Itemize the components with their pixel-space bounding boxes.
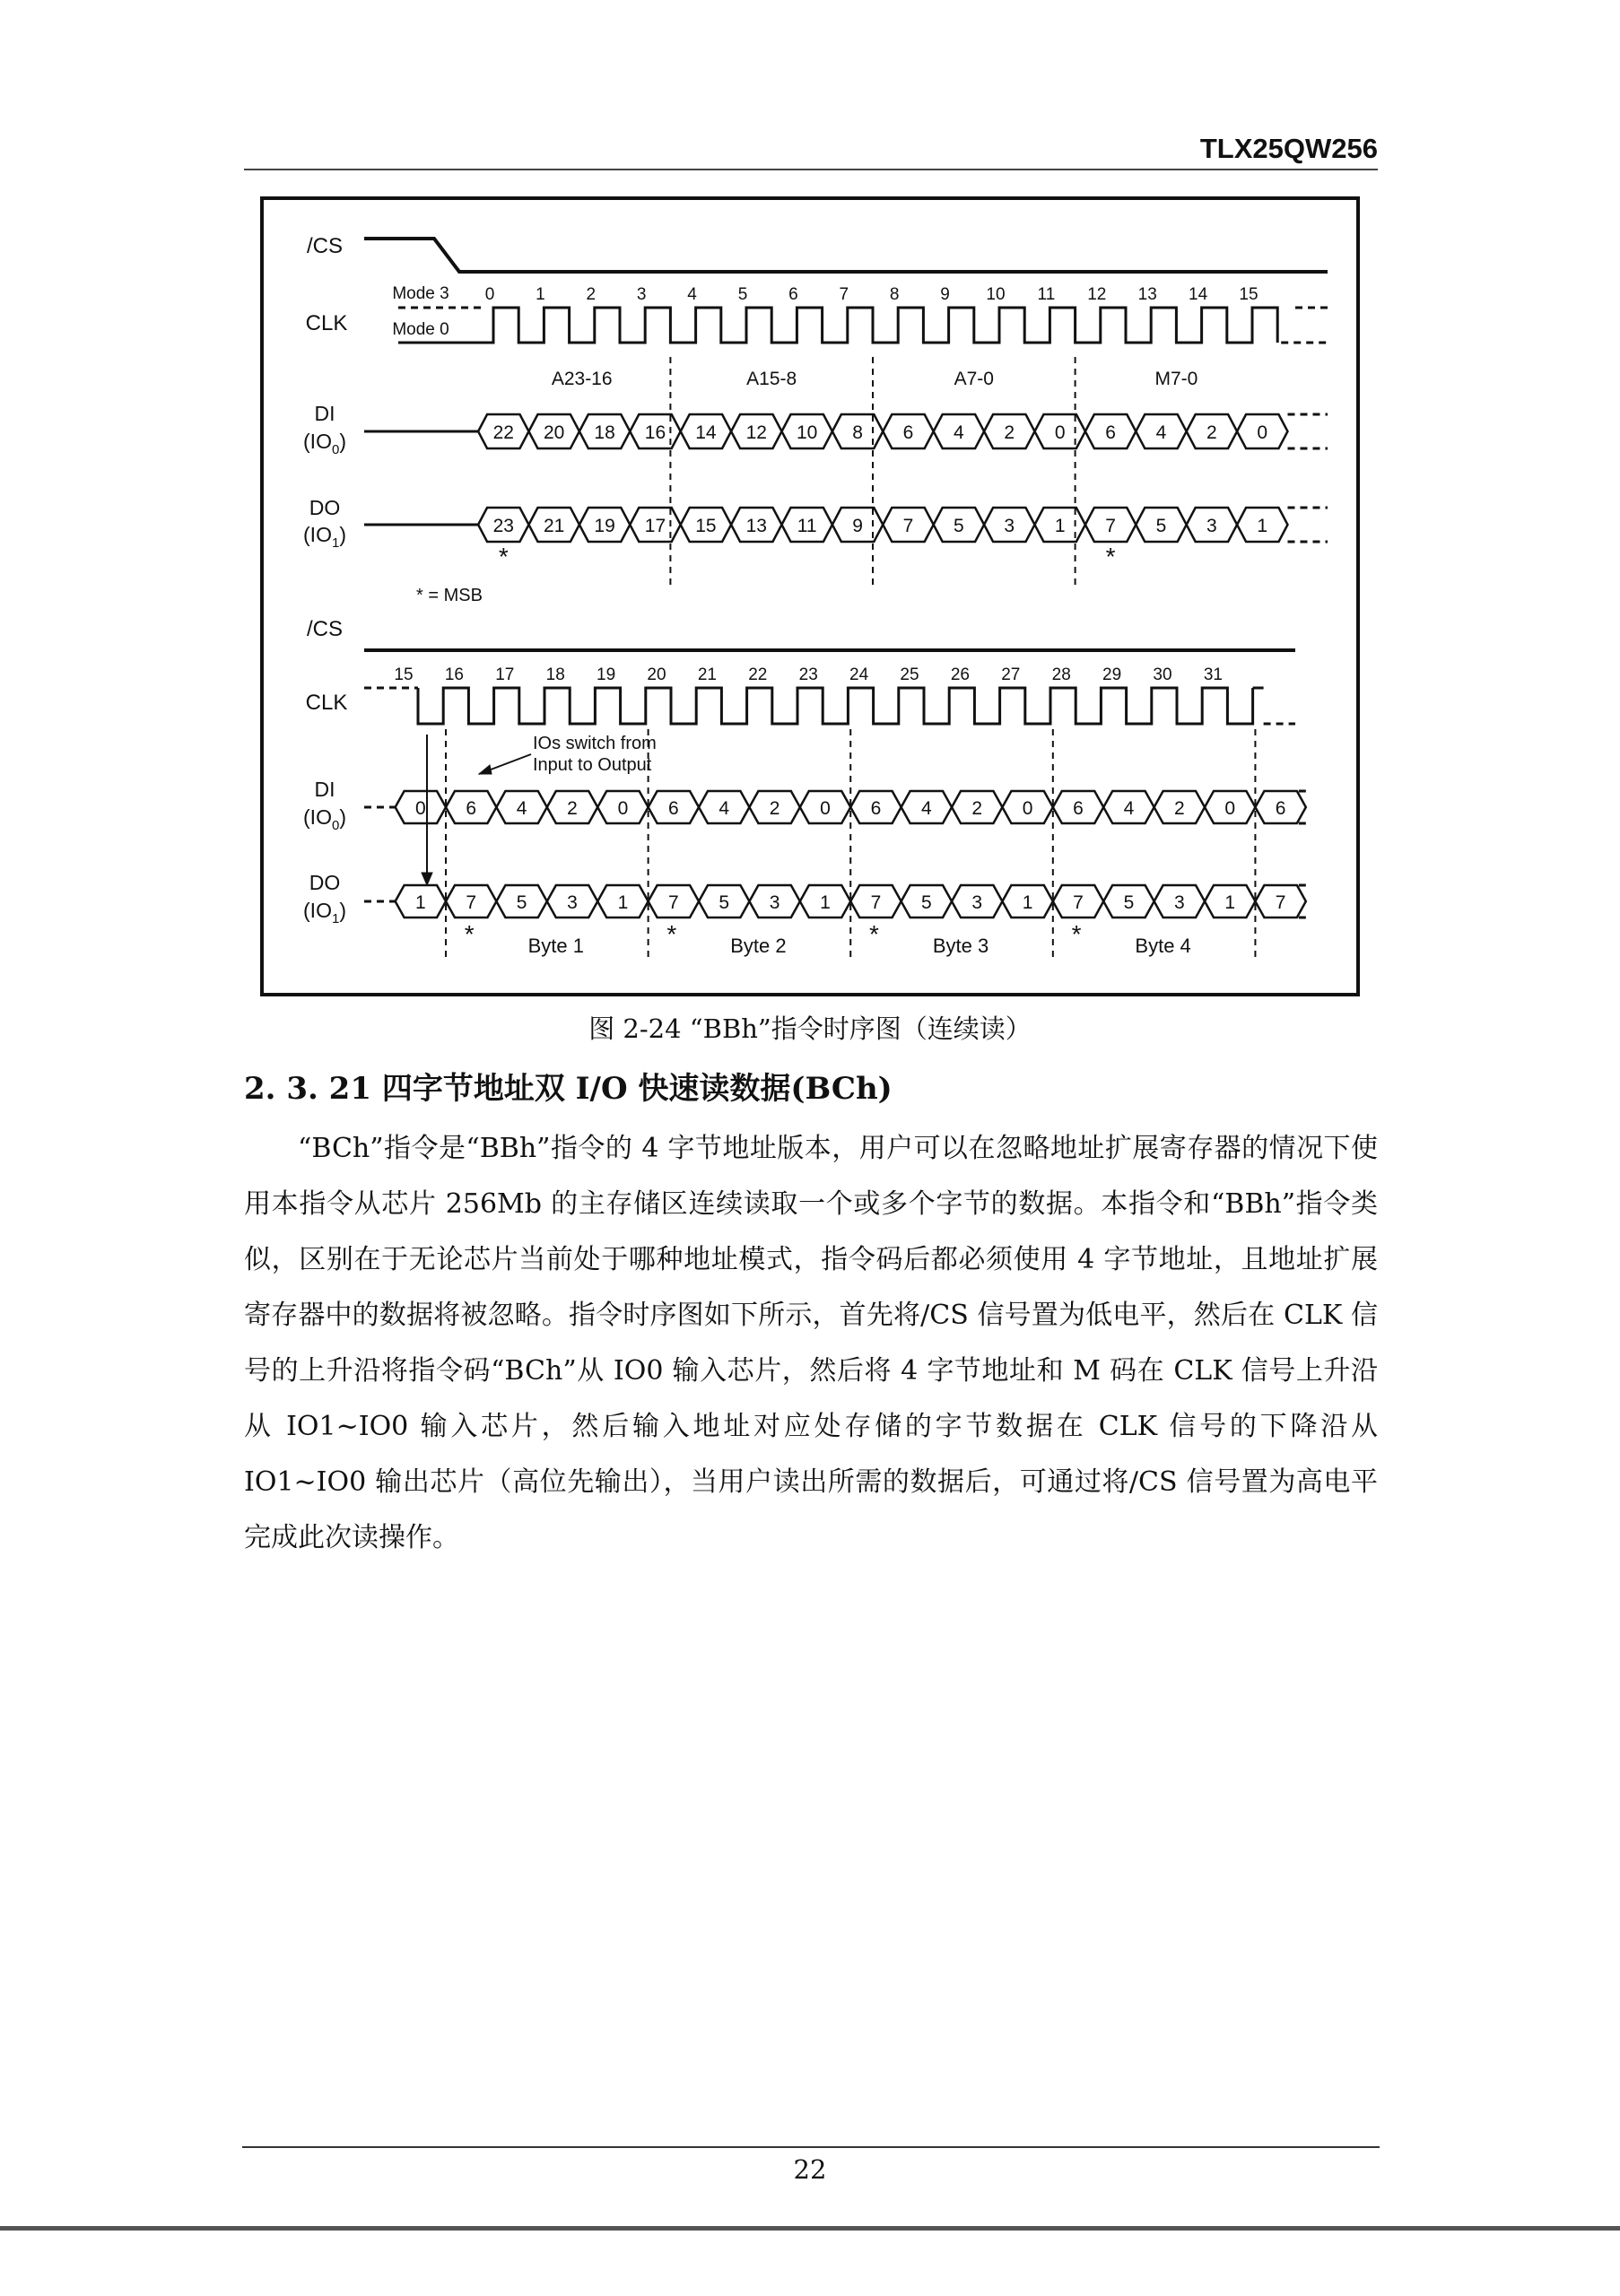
bottom-di-bit-value: 4	[516, 798, 527, 819]
top-msb-star-1: *	[498, 543, 509, 570]
top-clk-number: 15	[1239, 285, 1259, 304]
bottom-cs-label: /CS	[306, 617, 344, 641]
bottom-clk-number: 20	[647, 665, 666, 684]
top-do-bit-value: 1	[1257, 516, 1268, 536]
top-do-bit-value: 5	[1155, 516, 1167, 536]
bottom-do-bit-value: 1	[617, 892, 629, 913]
section-heading: 2. 3. 21 四字节地址双 I/O 快速读数据(BCh)	[244, 1071, 893, 1107]
top-di-bit-value: 2	[1206, 422, 1217, 443]
page-number: 22	[793, 2154, 827, 2185]
bottom-do-bit-value: 7	[870, 892, 882, 913]
bottom-clk-number: 15	[394, 665, 414, 684]
top-clk-number: 7	[839, 285, 849, 304]
top-cs-waveform	[364, 239, 1328, 272]
top-di-bit-value: 12	[745, 422, 767, 443]
top-clk-number: 11	[1037, 285, 1056, 304]
top-di-bit-value: 2	[1004, 422, 1015, 443]
top-do-bit-value: 13	[745, 516, 767, 536]
byte-label: Byte 2	[730, 935, 787, 957]
bottom-di-sub: $(IO_0)$	[303, 805, 346, 833]
top-clk-number: 6	[788, 285, 798, 304]
top-do-bit-value: 3	[1004, 516, 1015, 536]
top-group-label: A23-16	[551, 369, 613, 389]
bottom-clk-number: 26	[950, 665, 970, 684]
top-do-bit-value: 7	[1105, 516, 1116, 536]
bottom-do-bit-value: 1	[1022, 892, 1033, 913]
bottom-clk-number: 25	[900, 665, 919, 684]
top-clk-number: 14	[1189, 285, 1208, 304]
document-code: TLX25QW256	[1199, 133, 1378, 164]
top-do-bit-value: 1	[1054, 516, 1066, 536]
top-di-label: DI	[314, 402, 335, 425]
bottom-di-bit-value: 2	[567, 798, 578, 819]
bottom-clk-label: CLK	[305, 691, 348, 715]
top-di-bit-value: 0	[1257, 422, 1268, 443]
top-group-label: M7-0	[1154, 369, 1198, 389]
top-di-sub: $(IO_0)$	[303, 430, 346, 457]
bottom-clk-number: 31	[1203, 665, 1223, 684]
io-switch-line1: IOs switch from	[533, 734, 657, 753]
byte-label: Byte 1	[527, 935, 585, 957]
top-di-bit-value: 10	[797, 422, 818, 443]
bottom-di-bit-value: 6	[1275, 798, 1286, 819]
bottom-do-bit-value: 5	[719, 892, 730, 913]
top-do-bit-value: 7	[902, 516, 914, 536]
bottom-di-bit-value: 2	[971, 798, 983, 819]
top-di-bit-value: 8	[852, 422, 863, 443]
bottom-do-bit-value: 3	[971, 892, 983, 913]
bottom-clk-number: 28	[1051, 665, 1071, 684]
bottom-clk-number: 19	[597, 665, 616, 684]
top-di-bit-value: 4	[1155, 422, 1167, 443]
bottom-border	[0, 2226, 1620, 2231]
top-do-bit-value: 17	[644, 516, 666, 536]
bottom-di-bit-value: 2	[769, 798, 780, 819]
bottom-do-bit-value: 1	[414, 892, 426, 913]
figure-caption: 图 2-24 “BBh”指令时序图（连续读）	[588, 1013, 1032, 1044]
top-do-bit-value: 15	[695, 516, 717, 536]
top-di-bit-value: 6	[1105, 422, 1116, 443]
top-do-bit-value: 5	[954, 516, 964, 536]
top-do-bit-value: 9	[852, 516, 863, 536]
top-di-bit-value: 6	[902, 422, 914, 443]
bottom-di-bit-value: 0	[617, 798, 629, 819]
top-clk-number: 9	[940, 285, 950, 304]
bottom-do-bit-value: 1	[1224, 892, 1236, 913]
top-do-bit-value: 21	[544, 516, 565, 536]
top-group-label: A15-8	[746, 369, 797, 389]
top-do-bit-value: 19	[594, 516, 615, 536]
bottom-do-bit-value: 3	[769, 892, 780, 913]
bottom-do-sub: $(IO_1)$	[303, 899, 346, 926]
mode0-label: Mode 0	[392, 320, 449, 339]
bottom-do-bit-value: 5	[516, 892, 527, 913]
bottom-di-bit-value: 4	[1123, 798, 1135, 819]
bottom-di-label: DI	[314, 778, 335, 801]
bottom-clk-number: 18	[545, 665, 565, 684]
bottom-clk-number: 22	[748, 665, 768, 684]
bottom-clk-number: 16	[444, 665, 464, 684]
top-do-bit-value: 3	[1206, 516, 1217, 536]
top-clk-waveform	[475, 308, 1277, 343]
bottom-di-bit-value: 0	[414, 798, 426, 819]
bottom-di-bit-value: 0	[820, 798, 831, 819]
timing-diagram	[260, 196, 1360, 996]
byte-label: Byte 4	[1135, 935, 1191, 957]
bottom-clk-number: 29	[1102, 665, 1122, 684]
bottom-do-bit-value: 7	[1275, 892, 1286, 913]
bottom-clk-number: 21	[697, 665, 717, 684]
footer-rule	[242, 2146, 1380, 2148]
top-clk-number: 5	[737, 285, 748, 304]
body-paragraph	[244, 1121, 1378, 1566]
bottom-clk-number: 23	[798, 665, 818, 684]
bottom-clk-waveform	[418, 688, 1253, 724]
bottom-msb-star: *	[1071, 920, 1082, 948]
top-msb-star-2: *	[1105, 543, 1116, 570]
top-clk-number: 3	[636, 285, 647, 304]
top-clk-number: 1	[536, 285, 545, 304]
msb-note: * = MSB	[416, 586, 483, 605]
bottom-di-bit-value: 0	[1022, 798, 1033, 819]
bottom-di-bit-value: 4	[719, 798, 730, 819]
bottom-do-bit-value: 3	[1173, 892, 1185, 913]
top-di-bit-value: 0	[1054, 422, 1066, 443]
bottom-do-bit-value: 5	[1123, 892, 1135, 913]
top-do-bit-value: 23	[492, 516, 514, 536]
top-di-bit-value: 4	[954, 422, 964, 443]
bottom-clk-number: 27	[1001, 665, 1021, 684]
top-clk-number: 8	[889, 285, 900, 304]
bottom-do-bit-value: 5	[920, 892, 932, 913]
timing-diagram-svg	[264, 200, 1356, 993]
bottom-di-bit-value: 6	[870, 798, 882, 819]
page-header	[244, 133, 1378, 170]
bottom-di-bit-value: 0	[1224, 798, 1236, 819]
top-do-sub: $(IO_1)$	[303, 523, 346, 551]
mode3-label: Mode 3	[392, 284, 449, 303]
bottom-di-bit-value: 4	[920, 798, 932, 819]
bottom-do-bit-value: 1	[820, 892, 831, 913]
top-di-bit-value: 18	[594, 422, 615, 443]
bottom-clk-number: 17	[495, 665, 515, 684]
bottom-do-bit-value: 7	[1073, 892, 1084, 913]
top-di-bit-value: 16	[644, 422, 666, 443]
top-clk-number: 12	[1087, 285, 1107, 304]
bottom-di-bit-value: 6	[466, 798, 477, 819]
top-do-label: DO	[309, 496, 341, 519]
bottom-msb-star: *	[464, 920, 475, 948]
top-clk-label: CLK	[305, 311, 348, 335]
io-switch-line2: Input to Output	[533, 755, 652, 775]
bottom-do-bit-value: 7	[667, 892, 679, 913]
top-clk-number: 10	[986, 285, 1006, 304]
top-clk-number: 2	[586, 285, 597, 304]
bottom-di-bit-value: 6	[667, 798, 679, 819]
bottom-di-bit-value: 2	[1173, 798, 1185, 819]
top-group-label: A7-0	[954, 369, 994, 389]
top-clk-number: 13	[1137, 285, 1157, 304]
bottom-di-bit-value: 6	[1073, 798, 1084, 819]
top-di-bit-value: 14	[695, 422, 717, 443]
bottom-do-label: DO	[309, 871, 341, 894]
bottom-clk-number: 24	[849, 665, 869, 684]
byte-label: Byte 3	[932, 935, 989, 957]
top-cs-label: /CS	[306, 234, 344, 258]
bottom-msb-star: *	[868, 920, 879, 948]
top-di-bit-value: 22	[492, 422, 514, 443]
io-switch-down-arrowhead	[422, 873, 432, 885]
io-switch-arrowhead	[479, 765, 492, 774]
bottom-do-bit-value: 7	[466, 892, 477, 913]
bottom-clk-number: 30	[1153, 665, 1172, 684]
bottom-msb-star: *	[666, 920, 677, 948]
body-text: “BCh”指令是“BBh”指令的 4 字节地址版本，用户可以在忽略地址扩展寄存器的情况下使用本指令从芯片 256Mb 的主存储区连续读取一个或多个字节的数据。本指令和“BBh”指令类似，区别在于无论芯片当前处于哪种地址模式，指令码后都必须使用 4 字节地址，且地址扩展寄存器中的数据将被忽略。指令时序图如下所示，首先将/CS 信号置为低电平，然后在 CLK 信号的上升沿将指令码“BCh”从 IO0 输入芯片，然后将 4 字节地址和 M 码在 CLK 信号上升沿从 IO1~IO0 输入芯片，然后输入地址对应处存储的字节数据在 CLK 信号的下降沿从 IO1~IO0 输出芯片（高位先输出），当用户读出所需的数据后，可通过将/CS 信号置为高电平完成此次读操作。	[244, 1133, 1378, 1553]
top-clk-number: 4	[687, 285, 697, 304]
top-do-bit-value: 11	[797, 516, 817, 536]
bottom-do-bit-value: 3	[567, 892, 578, 913]
top-di-bit-value: 20	[544, 422, 565, 443]
top-clk-number: 0	[484, 285, 495, 304]
